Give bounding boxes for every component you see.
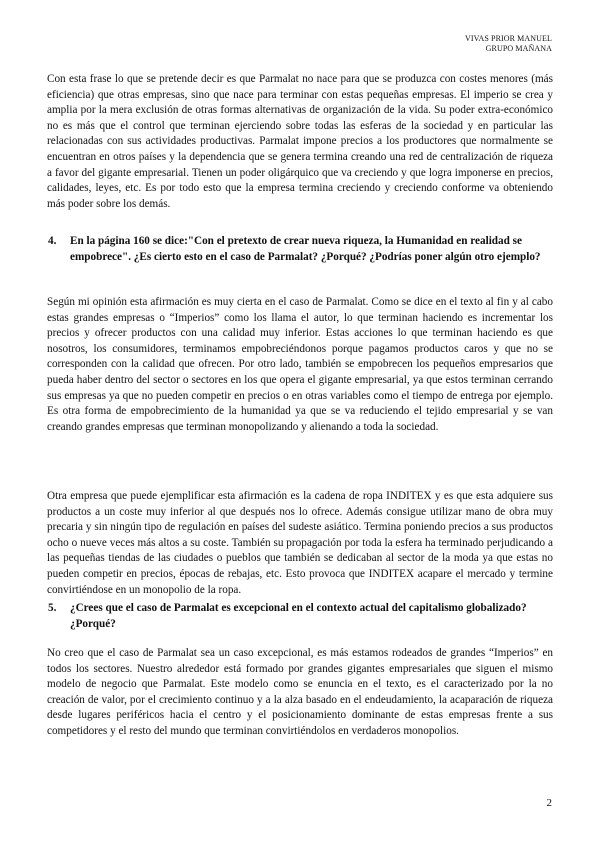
page-header (465, 34, 552, 54)
paragraph-answer-4b: Otra empresa que puede ejemplificar esta afirmación es la cadena de ropa INDITEX y es que esta adquiere sus productos a un coste muy inferior al que después nos lo ofrece. Además consigue utilizar mano de obra muy precaria y sin ningún tipo de regulación en países del sudeste asiático. Termina poniendo precios a sus productos ocho o nueve veces más altos a su coste. También su propagación por toda la esfera ha terminado perjudicando a las pequeñas tiendas de las ciudades o pueblos que también se dedicaban al sector de la moda ya que estas no pueden competir en precios, épocas de rebajas, etc. Esto provoca que INDITEX acapare el mercado y termine convirtiéndose en un monopolio de la ropa. (47, 490, 553, 596)
group-name: GRUPO MAÑANA (485, 44, 552, 53)
author-name: VIVAS PRIOR MANUEL (465, 34, 552, 43)
question-number: 5. (48, 602, 57, 614)
question-5 (48, 601, 550, 632)
page-number: 2 (546, 797, 552, 809)
question-number: 4. (48, 235, 57, 247)
question-text: ¿Crees que el caso de Parmalat es excepcional en el contexto actual del capitalismo globalizado? ¿Porqué? (70, 602, 527, 630)
question-text: En la página 160 se dice:"Con el pretexto de crear nueva riqueza, la Humanidad en realidad se empobrece". ¿Es cierto esto en el caso de Parmalat? ¿Porqué? ¿Podrías poner algún otro ejemplo? (70, 235, 541, 263)
paragraph-intro: Con esta frase lo que se pretende decir es que Parmalat no nace para que se produzca con costes menores (más eficiencia) que otras empresas, sino que nace para terminar con estas pequeñas empresas. El imperio se crea y amplia por la mera exclusión de otras formas alternativas de organización de la vida. Su poder extra-económico no es más que el control que terminan ejerciendo sobre todas las esferas de la sociedad y en particular las relacionadas con sus actividades productivas. Parmalat impone precios a los productores que normalmente se encuentran en otros países y la dependencia que se genera termina creando una red de centralización de riqueza a favor del gigante empresarial. Tienen un poder oligárquico que va creciendo y que logra imponerse en precios, calidades, leyes, etc. Es por todo esto que la empresa termina creciendo y creciendo conforme va obteniendo más poder sobre los demás. (47, 73, 553, 210)
question-4 (48, 234, 550, 265)
paragraph-answer-5: No creo que el caso de Parmalat sea un caso excepcional, es más estamos rodeados de grandes “Imperios” en todos los sectores. Nuestro alrededor está formado por grandes gigantes empresariales que siguen el mismo modelo de negocio que Parmalat. Este modelo como se enuncia en el texto, es el caracterizado por la no creación de valor, por el crecimiento continuo y a la alza basado en el endeudamiento, la acaparación de riqueza desde lugares periféricos hacia el centro y el posicionamiento dominante de estas empresas frente a sus competidores y el resto del mundo que terminan convirtiéndolos en verdaderos monopolios. (47, 647, 553, 737)
paragraph-answer-4a: Según mi opinión esta afirmación es muy cierta en el caso de Parmalat. Como se dice en el texto al fin y al cabo estas grandes empresas o “Imperios” como los llama el autor, lo que terminan haciendo es incrementar los precios y ofrecer productos con una calidad muy inferior. Estas acciones lo que terminan haciendo es que nosotros, los consumidores, terminamos empobreciéndonos porque pagamos productos caros y que no se corresponden con la calidad que ofrecen. Por otro lado, también se empobrecen los pequeños empresarios que pueda haber dentro del sector o sectores en los que opera el gigante empresarial, ya que estos terminan cerrando sus empresas ya que no pueden competir en precios o en otras variables como el tiempo de entrega por ejemplo. Es otra forma de empobrecimiento de la humanidad ya que se va reduciendo el tejido empresarial y se van creando grandes empresas que terminan monopolizando y alienando a toda la sociedad. (47, 296, 553, 433)
